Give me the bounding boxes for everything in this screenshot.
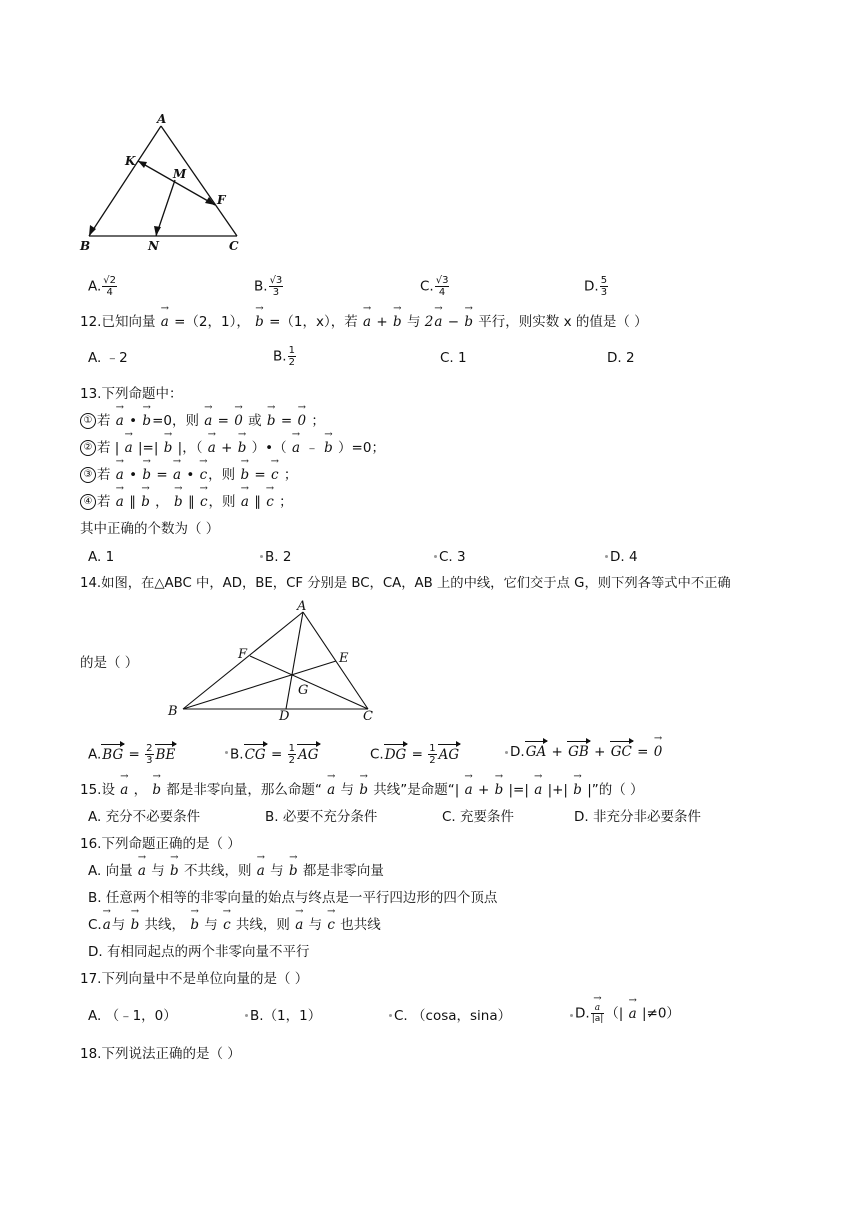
label-m: M (173, 167, 187, 181)
q16-option-b[interactable]: B. 任意两个相等的非零向量的始点与终点是一平行四边形的四个顶点 (88, 890, 498, 906)
q12-option-c[interactable]: C. 1 (440, 350, 467, 366)
q13-statement-4: ④ 若 → a ∥ → b ， → b ∥ → c，则 → a ∥ → c ； (80, 493, 293, 511)
q11-option-c[interactable]: C. $\frac{√3}{4}$ (420, 275, 449, 298)
q14-option-c[interactable]: C.DG = $\frac{1}{2}$ AG (370, 743, 460, 766)
q12-option-a[interactable]: A. ﹣2 (88, 350, 128, 366)
q11-option-b[interactable]: B. $\frac{√3}{3}$ (254, 275, 283, 298)
figure-triangle-medians (160, 598, 390, 728)
q13-statement-3: ③ 若 → a • → b = → a • → c，则 → b = → c ； (80, 466, 297, 484)
q16-option-d[interactable]: D. 有相同起点的两个非零向量不平行 (88, 944, 310, 960)
q13-statement-2: ② 若 | → a |=| → b |，（ → a + → b ）•（ → a ﹣ → b ）=0； (80, 439, 385, 457)
q13-option-a[interactable]: A. 1 (88, 549, 115, 565)
figure-triangle-kmfn (72, 108, 252, 258)
q12-option-d[interactable]: D. 2 (607, 350, 635, 366)
label-n: N (148, 239, 159, 253)
q16-stem: 16.下列命题正确的是（ ） (80, 836, 241, 852)
q14-option-b[interactable]: B.CG = $\frac{1}{2}$ AG (230, 743, 319, 766)
bullet-dot (605, 555, 608, 558)
label-e: E (339, 651, 349, 666)
label-c: C (229, 239, 239, 253)
q13-option-d[interactable]: D. 4 (610, 549, 638, 565)
q15-option-a[interactable]: A. 充分不必要条件 (88, 809, 201, 825)
q15-option-c[interactable]: C. 充要条件 (442, 809, 515, 825)
q13-option-c[interactable]: C. 3 (439, 549, 466, 565)
q17-option-c[interactable]: C. （cosa，sina） (394, 1008, 512, 1024)
q16-option-c[interactable]: C.→ a与 → b 共线， → b 与 → c 共线，则 → a 与 → c 也共线 (88, 916, 381, 934)
q17-option-b[interactable]: B.（1，1） (250, 1008, 322, 1024)
arrowhead-n (154, 226, 161, 236)
label-g: G (298, 683, 309, 698)
label-d: D (279, 709, 290, 724)
q17-option-a[interactable]: A. （﹣1，0） (88, 1008, 177, 1024)
q15-option-d[interactable]: D. 非充分非必要条件 (574, 809, 701, 825)
arrowhead-k (138, 161, 147, 168)
bullet-dot (434, 555, 437, 558)
bullet-dot (505, 751, 508, 754)
bullet-dot (389, 1014, 392, 1017)
q14-option-a[interactable]: A.BG = $\frac{2}{3}$ BE (88, 743, 176, 766)
q13-option-b[interactable]: B. 2 (265, 549, 292, 565)
bullet-dot (260, 555, 263, 558)
q11-option-d[interactable]: D. $\frac{5}{3}$ (584, 275, 608, 298)
bullet-dot (245, 1014, 248, 1017)
label-c: C (363, 709, 373, 724)
q14-stem: 14.如图，在△ABC 中，AD，BE，CF 分别是 BC，CA，AB 上的中线，它们交于点 G，则下列各等式中不正确 (80, 576, 731, 591)
q17-option-d[interactable]: D. → $\frac{a}{|a|}$ （| → a |≠0） (575, 1003, 680, 1024)
q12-option-b[interactable]: B. $\frac{1}{2}$ (273, 345, 295, 368)
q16-option-a[interactable]: A. 向量 → a 与 → b 不共线，则 → a 与 → b 都是非零向量 (88, 862, 384, 880)
q14-stem-continued: 的是（ ） (80, 655, 139, 671)
label-b: B (80, 239, 91, 253)
label-a: A (157, 112, 167, 126)
bullet-dot (570, 1014, 573, 1017)
label-b: B (168, 704, 178, 719)
q13-statement-1: ① 若 → a • → b=0，则 → a = → 0 或 → b = → 0 ； (80, 412, 325, 430)
q18-stem: 18.下列说法正确的是（ ） (80, 1046, 241, 1062)
bullet-dot (225, 751, 228, 754)
label-f: F (217, 193, 226, 207)
q11-option-a[interactable]: A. $\frac{√2}{4}$ (88, 275, 117, 298)
label-a: A (297, 599, 307, 614)
q12-stem: 12.已知向量 → a =（2，1）， → b =（1，x），若 → a + → b 与 2→ a − → b 平行，则实数 x 的值是（ ） (80, 313, 648, 331)
median-be (183, 661, 336, 709)
q15-option-b[interactable]: B. 必要不充分条件 (265, 809, 378, 825)
q14-option-d[interactable]: D.GA + GB + GC = → 0 (510, 743, 663, 761)
label-f: F (238, 647, 248, 662)
side-ab (89, 126, 161, 236)
q13-question: 其中正确的个数为（ ） (80, 521, 220, 537)
label-k: K (125, 154, 136, 168)
q15-stem: 15.设 → a ， → b 都是非零向量，那么命题“ → a 与 → b 共线”是命题“| → a + → b |=| → a |+| → b |”的（ ） (80, 781, 644, 799)
q17-stem: 17.下列向量中不是单位向量的是（ ） (80, 971, 309, 987)
q13-stem: 13.下列命题中： (80, 386, 183, 402)
